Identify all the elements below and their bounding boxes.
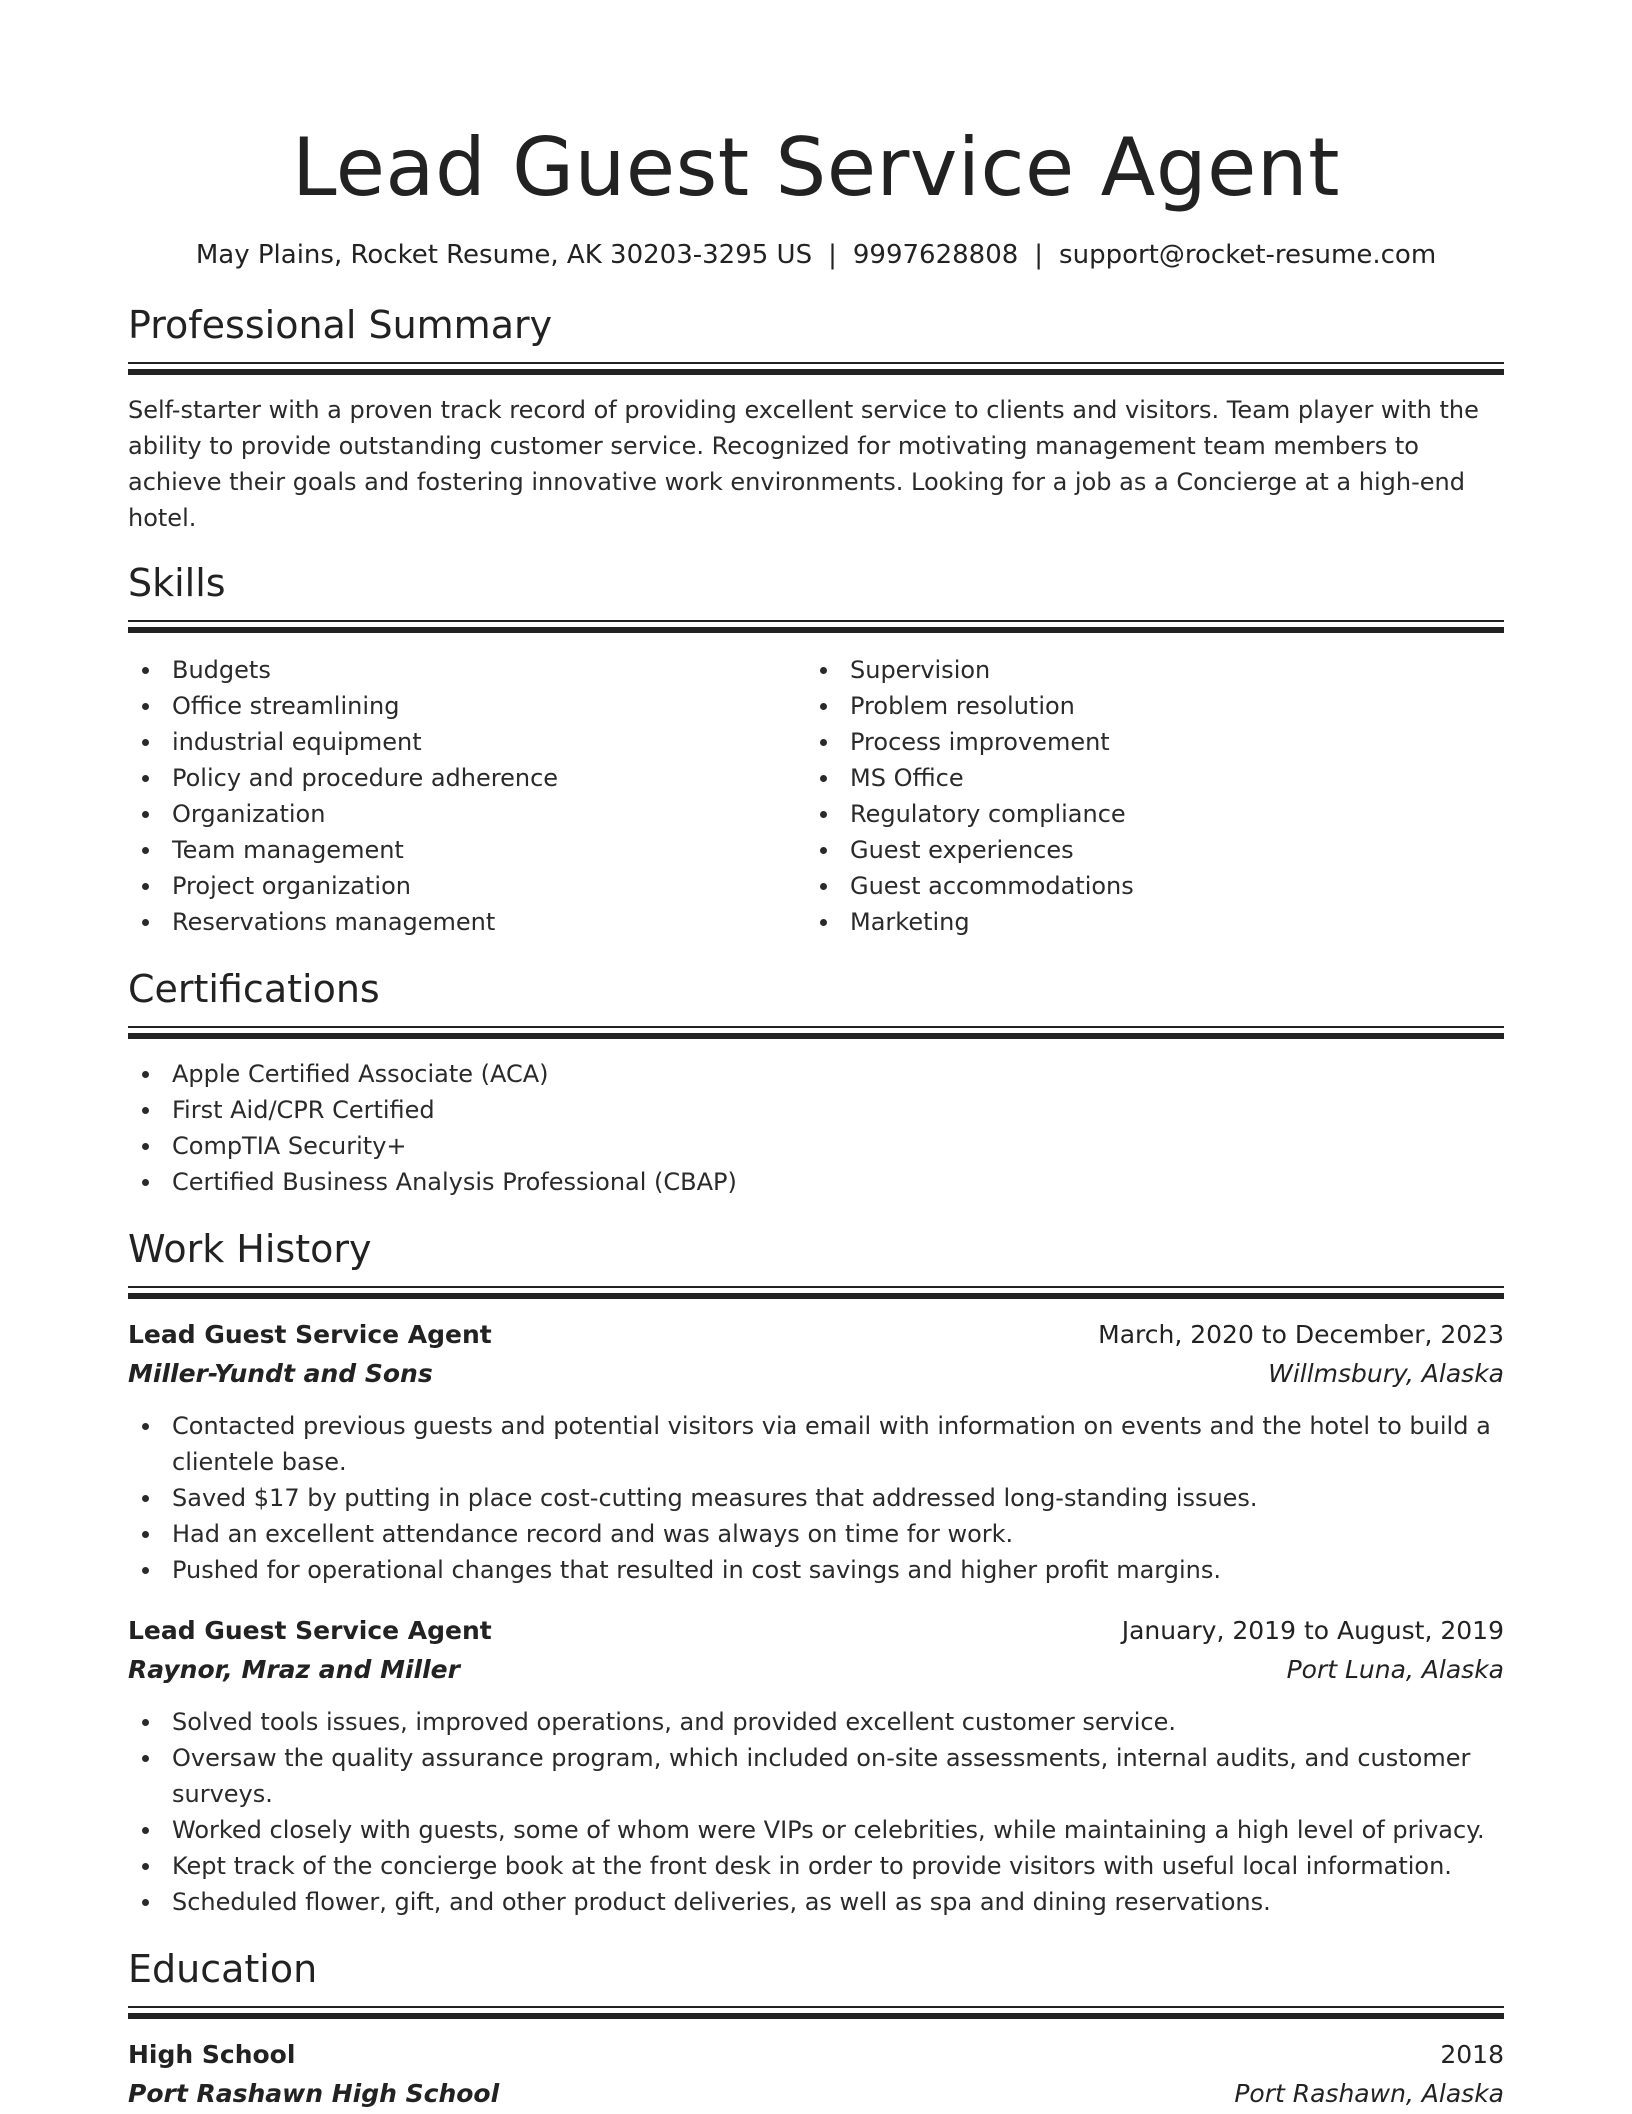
section-divider bbox=[128, 620, 1504, 634]
contact-phone: 9997628808 bbox=[852, 240, 1019, 270]
section-title: Education bbox=[128, 1947, 318, 1991]
skill-item: Guest experiences bbox=[806, 832, 1484, 868]
job-bullet: Worked closely with guests, some of whom were VIPs or celebrities, while maintaining a high level of privacy. bbox=[128, 1812, 1504, 1848]
job-bullet: Pushed for operational changes that resulted in cost savings and higher profit margins. bbox=[128, 1552, 1504, 1588]
contact-address: May Plains, Rocket Resume, AK 30203-3295 US bbox=[195, 240, 813, 270]
job-location: Port Luna, Alaska bbox=[1286, 1655, 1504, 1684]
skills-column-left bbox=[128, 652, 806, 940]
job-bullet: Solved tools issues, improved operations, and provided excellent customer service. bbox=[128, 1704, 1504, 1740]
job-entry bbox=[128, 1316, 1504, 1588]
education-section bbox=[128, 1944, 1504, 2114]
skill-item: Marketing bbox=[806, 904, 1484, 940]
education-school-row bbox=[128, 2074, 1504, 2114]
skill-item: Process improvement bbox=[806, 724, 1484, 760]
job-bullets bbox=[128, 1704, 1504, 1920]
skills-section bbox=[128, 558, 1504, 940]
skill-item: Budgets bbox=[128, 652, 806, 688]
section-divider bbox=[128, 1026, 1504, 1040]
section-divider bbox=[128, 2006, 1504, 2020]
job-bullets bbox=[128, 1408, 1504, 1588]
education-header-row bbox=[128, 2036, 1504, 2074]
skill-item: Reservations management bbox=[128, 904, 806, 940]
education-location: Port Rashawn, Alaska bbox=[1234, 2079, 1504, 2108]
job-entry bbox=[128, 1612, 1504, 1920]
skill-item: Policy and procedure adherence bbox=[128, 760, 806, 796]
work-history-section bbox=[128, 1224, 1504, 1920]
section-title: Skills bbox=[128, 561, 226, 605]
contact-separator: | bbox=[828, 240, 837, 270]
job-company-row bbox=[128, 1650, 1504, 1690]
job-company-row bbox=[128, 1354, 1504, 1394]
job-company: Raynor, Mraz and Miller bbox=[128, 1655, 460, 1684]
job-bullet: Had an excellent attendance record and was always on time for work. bbox=[128, 1516, 1504, 1552]
education-degree: High School bbox=[128, 2040, 296, 2069]
skills-list-left bbox=[128, 652, 806, 940]
skill-item: Team management bbox=[128, 832, 806, 868]
section-title: Work History bbox=[128, 1227, 372, 1271]
job-bullet: Scheduled flower, gift, and other product deliveries, as well as spa and dining reservations. bbox=[128, 1884, 1504, 1920]
job-bullet: Saved $17 by putting in place cost-cutting measures that addressed long-standing issues. bbox=[128, 1480, 1504, 1516]
skill-item: industrial equipment bbox=[128, 724, 806, 760]
section-divider bbox=[128, 1286, 1504, 1300]
summary-text: Self-starter with a proven track record of providing excellent service to clients and visitors. Team player with the ability to provide outstanding customer service. Recognized for motivating management team members to achieve their goals and fostering innovative work environments. Looking for a job as a Concierge at a high-end hotel. bbox=[128, 396, 1479, 532]
job-title: Lead Guest Service Agent bbox=[128, 1616, 492, 1645]
skill-item: Supervision bbox=[806, 652, 1484, 688]
resume-content bbox=[128, 0, 1504, 2114]
job-header-row bbox=[128, 1316, 1504, 1354]
contact-separator: | bbox=[1034, 240, 1044, 270]
job-bullet: Oversaw the quality assurance program, which included on-site assessments, internal audits, and customer surveys. bbox=[128, 1740, 1504, 1812]
certifications-list bbox=[128, 1056, 1504, 1200]
certification-item: Certified Business Analysis Professional (CBAP) bbox=[128, 1164, 1504, 1200]
section-divider bbox=[128, 362, 1504, 376]
contact-line bbox=[128, 238, 1504, 272]
section-title: Professional Summary bbox=[128, 303, 553, 347]
skill-item: Regulatory compliance bbox=[806, 796, 1484, 832]
job-bullet: Kept track of the concierge book at the front desk in order to provide visitors with useful local information. bbox=[128, 1848, 1504, 1884]
job-location: Willmsbury, Alaska bbox=[1268, 1359, 1504, 1388]
skill-item: Organization bbox=[128, 796, 806, 832]
contact-email: support@rocket-resume.com bbox=[1059, 240, 1437, 270]
education-entry bbox=[128, 2036, 1504, 2114]
skill-item: Project organization bbox=[128, 868, 806, 904]
resume-name: Lead Guest Service Agent bbox=[292, 121, 1340, 214]
certification-item: First Aid/CPR Certified bbox=[128, 1092, 1504, 1128]
education-year: 2018 bbox=[1440, 2040, 1504, 2069]
skill-item: Guest accommodations bbox=[806, 868, 1484, 904]
certifications-section bbox=[128, 964, 1504, 1200]
skills-columns bbox=[128, 652, 1504, 940]
job-header-row bbox=[128, 1612, 1504, 1650]
job-dates: January, 2019 to August, 2019 bbox=[1121, 1616, 1504, 1645]
job-bullet: Contacted previous guests and potential visitors via email with information on events and the hotel to build a clientele base. bbox=[128, 1408, 1504, 1480]
skill-item: MS Office bbox=[806, 760, 1484, 796]
skills-list-right bbox=[806, 652, 1484, 940]
certification-item: Apple Certified Associate (ACA) bbox=[128, 1056, 1504, 1092]
skill-item: Office streamlining bbox=[128, 688, 806, 724]
skills-column-right bbox=[806, 652, 1484, 940]
job-title: Lead Guest Service Agent bbox=[128, 1320, 492, 1349]
job-dates: March, 2020 to December, 2023 bbox=[1098, 1320, 1504, 1349]
education-school: Port Rashawn High School bbox=[128, 2079, 500, 2108]
job-company: Miller-Yundt and Sons bbox=[128, 1359, 433, 1388]
certification-item: CompTIA Security+ bbox=[128, 1128, 1504, 1164]
section-title: Certifications bbox=[128, 967, 380, 1011]
summary-section bbox=[128, 300, 1504, 536]
skill-item: Problem resolution bbox=[806, 688, 1484, 724]
